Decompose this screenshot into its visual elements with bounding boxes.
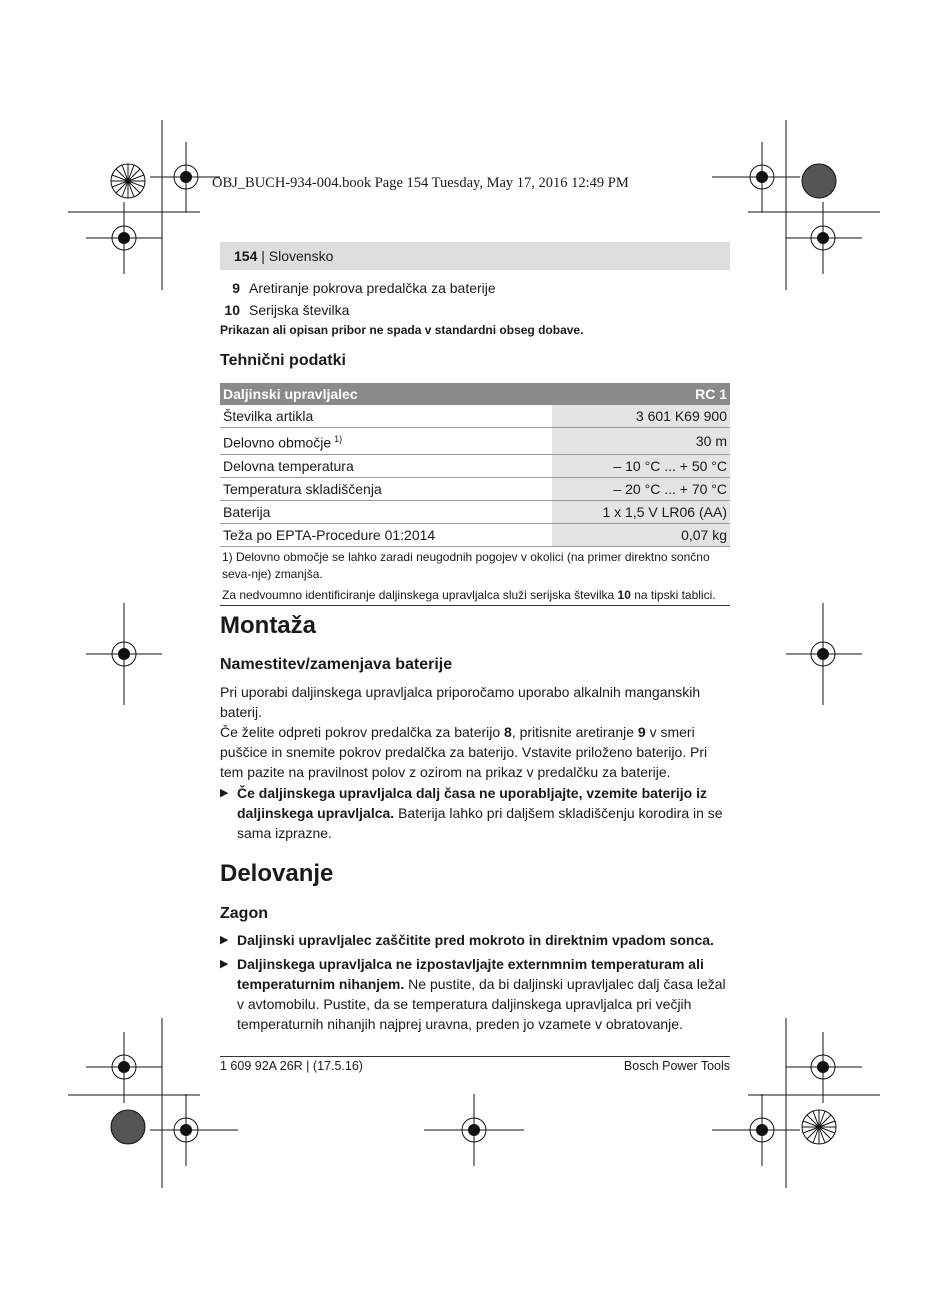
triangle-right-icon: ▶ [220, 787, 229, 799]
serial-number-note [222, 587, 727, 604]
spec-label: Temperatura skladiščenja [220, 477, 552, 500]
spec-label: Delovna temperatura [220, 454, 552, 477]
para-text: v smeri puščice in snemite pokrov predalčka za baterijo. Vstavite priloženo baterijo. Pri tem pazite na pravilnost polov z ozirom na prikaz v predalčku za baterije. [220, 724, 708, 780]
list-item-number: 9 [232, 280, 240, 296]
page-header-bar [220, 242, 730, 270]
spec-label: Teža po EPTA-Procedure 01:2014 [220, 523, 552, 546]
table-row [220, 500, 730, 523]
page-language: Slovensko [268, 248, 334, 264]
serial-note-ref: 10 [617, 588, 631, 602]
spec-value: – 10 °C ... + 50 °C [552, 454, 730, 477]
list-item [220, 300, 349, 320]
spec-value: 1 x 1,5 V LR06 (AA) [552, 500, 730, 523]
section-divider [220, 605, 730, 606]
spec-value: 30 m [552, 428, 730, 455]
warning-text: Baterija lahko pri daljšem skladiščenju korodira in se sama izprazne. [237, 805, 723, 841]
accessory-note: Prikazan ali opisan pribor ne spada v standardni obseg dobave. [220, 323, 584, 337]
warning-bullet [220, 954, 730, 1034]
serial-note-text: Za nedvoumno identificiranje daljinskega upravljalca služi serijska številka [222, 588, 618, 602]
part-ref: 8 [504, 724, 512, 740]
battery-paragraph-1: Pri uporabi daljinskega upravljalca priporočamo uporabo alkalnih manganskih baterij. [220, 684, 701, 720]
spec-table [220, 383, 730, 547]
spec-label: Delovno območje [223, 434, 332, 451]
footer-divider [220, 1056, 730, 1057]
footnote: 1) Delovno območje se lahko zaradi neugodnih pogojev v okolici (na primer direktno sončno seva-nje) zmanjša. [222, 550, 710, 581]
spec-label: Baterija [220, 500, 552, 523]
spec-value: 3 601 K69 900 [552, 405, 730, 428]
part-ref: 9 [637, 724, 646, 740]
page-separator: | [257, 248, 269, 264]
spec-header-product: Daljinski upravljalec [220, 383, 552, 405]
warning-bullet [220, 783, 730, 843]
footer-brand: Bosch Power Tools [623, 1059, 730, 1073]
table-row [220, 428, 730, 455]
tech-data-heading: Tehnični podatki [220, 352, 346, 369]
list-item [220, 278, 496, 298]
triangle-right-icon: ▶ [220, 934, 229, 946]
page-number: 154 [234, 248, 258, 264]
warning-bold: Daljinski upravljalec zaščitite pred mokroto in direktnim vpadom sonca. [237, 932, 714, 948]
spec-header-model: RC 1 [552, 383, 730, 405]
table-row [220, 477, 730, 500]
spec-value: – 20 °C ... + 70 °C [552, 477, 730, 500]
para-text: , pritisnite aretiranje [511, 724, 638, 740]
table-row [220, 405, 730, 428]
warning-text: Ne pustite, da bi daljinski upravljalec dalj časa ležal v avtomobilu. Pustite, da se temperatura daljinskega upravljalca pri večjih temperaturnih nihanjih najprej uravna, preden jo vzamete v obratovanje. [237, 976, 726, 1032]
footer-doc-number: 1 609 92A 26R | (17.5.16) [220, 1059, 363, 1073]
table-row [220, 454, 730, 477]
list-item-label: Aretiranje pokrova predalčka za baterije [249, 280, 496, 296]
book-header: OBJ_BUCH-934-004.book Page 154 Tuesday, May 17, 2016 12:49 PM [212, 175, 629, 191]
spec-label: Številka artikla [220, 405, 552, 428]
para-text: Če želite odpreti pokrov predalčka za baterijo [220, 724, 505, 740]
triangle-right-icon: ▶ [220, 958, 229, 970]
montaza-heading: Montaža [220, 612, 316, 639]
delovanje-heading: Delovanje [220, 860, 334, 887]
warning-bullet [220, 930, 730, 950]
warning-bold: Če daljinskega upravljalca dalj časa ne uporabljajte, vzemite baterijo iz daljinskega upravljalca. [237, 785, 707, 821]
spec-label-cell [220, 428, 552, 455]
table-row [220, 523, 730, 546]
serial-note-text-end: na tipski tablici. [630, 588, 716, 602]
battery-subheading: Namestitev/zamenjava baterije [220, 656, 453, 673]
spec-value: 0,07 kg [552, 523, 730, 546]
list-item-label: Serijska številka [249, 302, 350, 318]
list-item-number: 10 [224, 302, 240, 318]
footnote-ref: 1) [334, 434, 343, 444]
spec-table-header [220, 383, 730, 405]
battery-paragraph-2 [220, 722, 730, 782]
warning-bold: Daljinskega upravljalca ne izpostavljajte externmnim temperaturam ali temperaturnim nihanjem. [237, 956, 704, 992]
zagon-subheading: Zagon [220, 905, 268, 922]
